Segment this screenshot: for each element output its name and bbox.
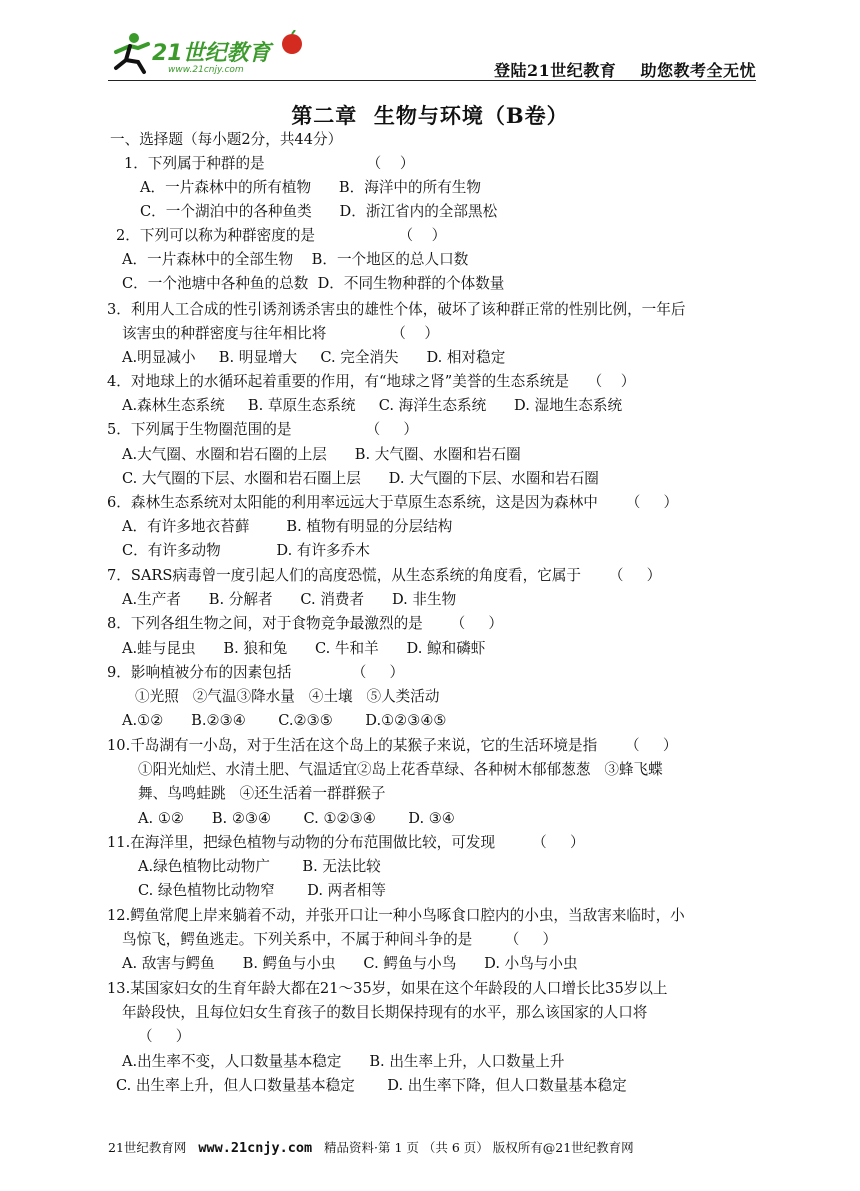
question-line: 9．影响植被分布的因素包括 （ ）	[107, 664, 405, 681]
question-line: 3．利用人工合成的性引诱剂诱杀害虫的雄性个体，破坏了该种群正常的性别比例，一年后	[107, 301, 686, 318]
question-line: A.大气圈、水圈和岩石圈的上层 B. 大气圈、水圈和岩石圈	[122, 446, 521, 463]
question-line: 5．下列属于生物圈范围的是 （ ）	[107, 421, 419, 438]
header-slogan: 登陆21世纪教育 助您教考全无忧	[493, 61, 756, 80]
footer-left: 21世纪教育网	[108, 1140, 199, 1155]
logo-text: 21世纪教育	[152, 41, 271, 66]
question-line: C．一个湖泊中的各种鱼类 D．浙江省内的全部黑松	[140, 203, 498, 220]
question-line: 8．下列各组生物之间，对于食物竞争最激烈的是 （ ）	[107, 615, 503, 632]
question-line: 2．下列可以称为种群密度的是 （ ）	[116, 227, 447, 244]
question-line: 1．下列属于种群的是 （ ）	[124, 155, 415, 172]
question-line: A.绿色植物比动物广 B. 无法比较	[138, 858, 381, 875]
question-line: 该害虫的种群密度与往年相比将 （ ）	[122, 325, 440, 342]
question-line: 7．SARS病毒曾一度引起人们的高度恐慌，从生态系统的角度看，它属于 （ ）	[107, 567, 662, 584]
question-line: A.①② B.②③④ C.②③⑤ D.①②③④⑤	[122, 712, 447, 729]
question-line: ①阳光灿烂、水清土肥、气温适宜②岛上花香草绿、各种树木郁郁葱葱 ③蜂飞蝶	[138, 761, 663, 778]
question-line: A.蛙与昆虫 B. 狼和兔 C. 牛和羊 D. 鲸和磷虾	[122, 640, 486, 657]
question-line: A.生产者 B. 分解者 C. 消费者 D. 非生物	[122, 591, 457, 608]
question-line: C．一个池塘中各种鱼的总数 D．不同生物种群的个体数量	[122, 275, 505, 292]
question-line: A.出生率不变，人口数量基本稳定 B. 出生率上升，人口数量上升	[122, 1053, 565, 1070]
question-line: ①光照 ②气温③降水量 ④土壤 ⑤人类活动	[135, 688, 440, 705]
question-line: 10.千岛湖有一小岛，对于生活在这个岛上的某猴子来说，它的生活环境是指 （ ）	[107, 737, 678, 754]
question-line: A.森林生态系统 B. 草原生态系统 C. 海洋生态系统 D. 湿地生态系统	[122, 397, 623, 414]
question-line: A. 敌害与鳄鱼 B. 鳄鱼与小虫 C. 鳄鱼与小鸟 D. 小鸟与小虫	[122, 955, 578, 972]
footer-right: 精品资料·第 1 页 （共 6 页） 版权所有@21世纪教育网	[312, 1140, 634, 1155]
page-title: 第二章 生物与环境（B卷）	[291, 103, 569, 128]
question-line: （ ）	[138, 1028, 191, 1045]
question-line: 4．对地球上的水循环起着重要的作用，有“地球之肾”美誉的生态系统是 （ ）	[107, 373, 636, 390]
question-line: C. 绿色植物比动物窄 D. 两者相等	[138, 882, 386, 899]
question-line: 11.在海洋里，把绿色植物与动物的分布范围做比较，可发现 （ ）	[107, 834, 585, 851]
question-line: C. 出生率上升，但人口数量基本稳定 D. 出生率下降，但人口数量基本稳定	[116, 1077, 627, 1094]
question-line: C．有许多动物 D. 有许多乔木	[122, 542, 370, 559]
question-line: 一、选择题（每小题2分，共44分）	[110, 131, 343, 148]
question-line: 鸟惊飞，鳄鱼逃走。下列关系中，不属于种间斗争的是 （ ）	[122, 931, 558, 948]
question-line: 舞、鸟鸣蛙跳 ④还生活着一群群猴子	[138, 785, 386, 802]
logo-url: www.21cnjy.com	[168, 65, 244, 75]
question-line: C. 大气圈的下层、水圈和岩石圈上层 D. 大气圈的下层、水圈和岩石圈	[122, 470, 599, 487]
question-line: A.明显减小 B. 明显增大 C. 完全消失 D. 相对稳定	[122, 349, 506, 366]
question-line: 6．森林生态系统对太阳能的利用率远远大于草原生态系统，这是因为森林中 （ ）	[107, 494, 679, 511]
question-line: A．一片森林中的所有植物 B．海洋中的所有生物	[140, 179, 481, 196]
question-line: A．有许多地衣苔藓 B. 植物有明显的分层结构	[122, 518, 453, 535]
question-line: A．一片森林中的全部生物 B．一个地区的总人口数	[122, 251, 469, 268]
question-line: A. ①② B. ②③④ C. ①②③④ D. ③④	[138, 810, 455, 827]
question-line: 12.鳄鱼常爬上岸来躺着不动，并张开口让一种小鸟啄食口腔内的小虫，当敌害来临时，小	[107, 907, 685, 924]
question-line: 年龄段快，且每位妇女生育孩子的数目长期保持现有的水平，那么该国家的人口将	[122, 1004, 648, 1021]
question-line: 13.某国家妇女的生育年龄大都在21～35岁，如果在这个年龄段的人口增长比35岁以上	[107, 980, 668, 997]
page-footer	[108, 1138, 634, 1156]
footer-site-link[interactable]: www.21cnjy.com	[198, 1140, 313, 1156]
